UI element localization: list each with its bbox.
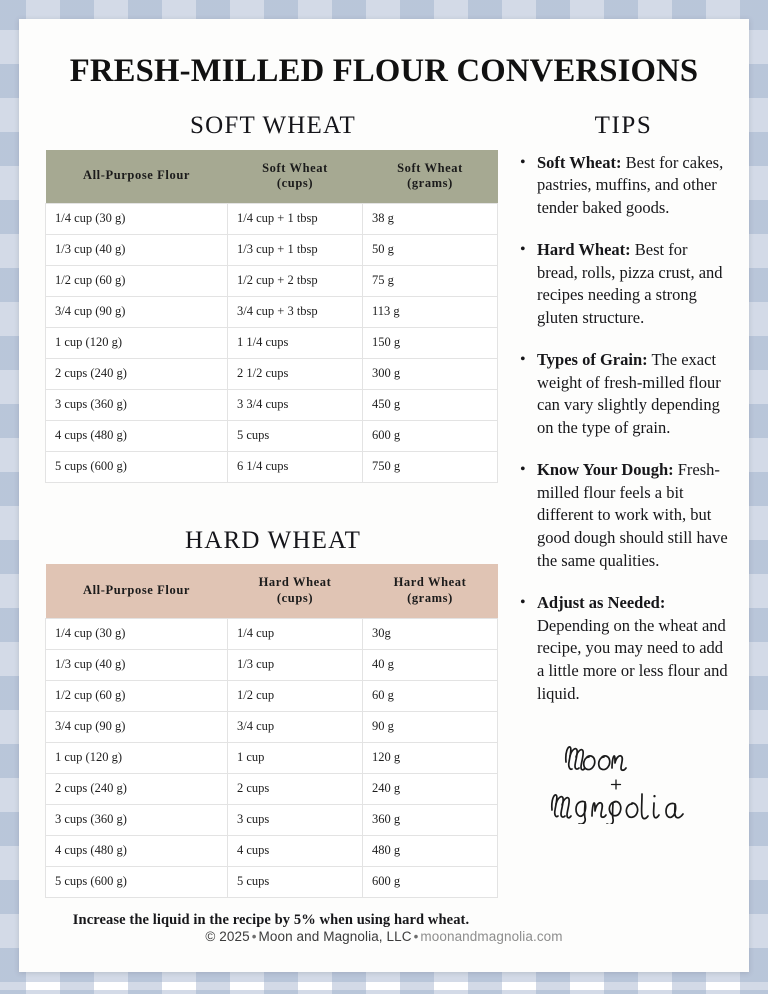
table-row <box>46 742 498 773</box>
footer-separator-1: • <box>251 929 257 944</box>
tip-item <box>519 459 728 573</box>
column-header-hard-cups: Hard Wheat (cups) <box>228 564 363 618</box>
page-title: FRESH-MILLED FLOUR CONVERSIONS <box>69 53 699 89</box>
table-cell-col3: 480 g <box>363 835 498 866</box>
moon-magnolia-script-logo <box>532 732 708 824</box>
column-header-hard-grams: Hard Wheat (grams) <box>363 564 498 618</box>
table-cell-col2: 6 1/4 cups <box>228 451 363 482</box>
tables-column <box>45 112 501 929</box>
table-cell-col2: 2 1/2 cups <box>228 358 363 389</box>
table-row <box>46 203 498 234</box>
table-cell-col1: 1/2 cup (60 g) <box>46 265 228 296</box>
table-row <box>46 327 498 358</box>
column-header-soft-grams: Soft Wheat (grams) <box>363 150 498 204</box>
table-row <box>46 358 498 389</box>
table-cell-col3: 120 g <box>363 742 498 773</box>
tip-item <box>519 349 728 440</box>
table-cell-col3: 360 g <box>363 804 498 835</box>
tips-heading: TIPS <box>594 112 653 139</box>
tip-item <box>519 592 728 706</box>
tip-term: Soft Wheat: <box>537 152 622 172</box>
table-row <box>46 389 498 420</box>
table-row <box>46 618 498 649</box>
table-cell-col2: 5 cups <box>228 420 363 451</box>
table-row <box>46 649 498 680</box>
soft-wheat-table-body <box>46 203 498 482</box>
table-cell-col2: 1/4 cup + 1 tbsp <box>228 203 363 234</box>
table-cell-col1: 1/4 cup (30 g) <box>46 203 228 234</box>
table-cell-col2: 1/3 cup + 1 tbsp <box>228 234 363 265</box>
table-cell-col2: 1/4 cup <box>228 618 363 649</box>
hard-wheat-table <box>45 564 498 897</box>
table-cell-col2: 3 cups <box>228 804 363 835</box>
tip-text: Fresh-milled flour feels a bit different to work with, but good dough should still have the same qualities. <box>537 459 728 570</box>
table-cell-col3: 30g <box>363 618 498 649</box>
table-header-row <box>46 564 498 618</box>
table-cell-col1: 2 cups (240 g) <box>46 773 228 804</box>
table-cell-col3: 600 g <box>363 420 498 451</box>
column-header-ap-flour: All-Purpose Flour <box>46 564 228 618</box>
table-row <box>46 234 498 265</box>
bullet-icon: • <box>520 240 526 258</box>
footer <box>19 929 749 944</box>
tip-term: Types of Grain: <box>537 349 648 369</box>
table-cell-col3: 50 g <box>363 234 498 265</box>
table-cell-col3: 75 g <box>363 265 498 296</box>
table-cell-col1: 3 cups (360 g) <box>46 389 228 420</box>
table-row <box>46 866 498 897</box>
table-cell-col3: 750 g <box>363 451 498 482</box>
soft-wheat-heading: SOFT WHEAT <box>190 112 356 139</box>
bullet-icon: • <box>520 350 526 368</box>
table-cell-col1: 4 cups (480 g) <box>46 420 228 451</box>
table-cell-col2: 2 cups <box>228 773 363 804</box>
table-row <box>46 711 498 742</box>
table-cell-col1: 3/4 cup (90 g) <box>46 296 228 327</box>
printable-card <box>19 19 749 972</box>
tip-item <box>519 239 728 330</box>
tip-term: Know Your Dough: <box>537 459 674 479</box>
table-cell-col3: 600 g <box>363 866 498 897</box>
tip-term: Hard Wheat: <box>537 239 631 259</box>
soft-wheat-section <box>45 112 501 483</box>
table-cell-col3: 38 g <box>363 203 498 234</box>
table-cell-col2: 1/2 cup <box>228 680 363 711</box>
table-row <box>46 680 498 711</box>
footer-copyright: © 2025 <box>205 929 250 944</box>
table-cell-col1: 1 cup (120 g) <box>46 742 228 773</box>
tips-list <box>519 152 728 706</box>
tip-text: Best for bread, rolls, pizza crust, and recipes needing a strong gluten structure. <box>537 239 723 328</box>
tip-text: Depending on the wheat and recipe, you may need to add a little more or less flour and liquid. <box>537 615 728 703</box>
table-cell-col1: 3/4 cup (90 g) <box>46 711 228 742</box>
table-cell-col3: 90 g <box>363 711 498 742</box>
tip-term: Adjust as Needed: <box>537 592 666 612</box>
footer-company: Moon and Magnolia, LLC <box>258 929 412 944</box>
table-cell-col3: 113 g <box>363 296 498 327</box>
brand-logo <box>519 732 728 824</box>
table-cell-col3: 240 g <box>363 773 498 804</box>
table-cell-col1: 1/3 cup (40 g) <box>46 234 228 265</box>
table-row <box>46 420 498 451</box>
column-header-ap-flour: All-Purpose Flour <box>46 150 228 204</box>
table-cell-col1: 5 cups (600 g) <box>46 451 228 482</box>
table-header-row <box>46 150 498 204</box>
tip-text: The exact weight of fresh-milled flour can vary slightly depending on the type of grain. <box>537 349 721 438</box>
table-cell-col3: 450 g <box>363 389 498 420</box>
table-cell-col2: 4 cups <box>228 835 363 866</box>
table-cell-col2: 1 cup <box>228 742 363 773</box>
table-cell-col2: 3/4 cup + 3 tbsp <box>228 296 363 327</box>
table-cell-col3: 300 g <box>363 358 498 389</box>
hard-wheat-table-body <box>46 618 498 897</box>
table-row <box>46 451 498 482</box>
table-cell-col1: 5 cups (600 g) <box>46 866 228 897</box>
table-cell-col1: 1/2 cup (60 g) <box>46 680 228 711</box>
table-cell-col2: 3 3/4 cups <box>228 389 363 420</box>
bullet-icon: • <box>520 153 526 171</box>
soft-wheat-table <box>45 150 498 483</box>
table-row <box>46 296 498 327</box>
footer-website[interactable]: moonandmagnolia.com <box>420 929 563 944</box>
hard-wheat-note: Increase the liquid in the recipe by 5% when using hard wheat. <box>72 911 470 928</box>
tip-item <box>519 152 728 220</box>
hard-wheat-section <box>45 527 501 929</box>
table-cell-col3: 60 g <box>363 680 498 711</box>
table-row <box>46 265 498 296</box>
table-cell-col2: 1/2 cup + 2 tbsp <box>228 265 363 296</box>
table-cell-col1: 4 cups (480 g) <box>46 835 228 866</box>
table-cell-col1: 1/4 cup (30 g) <box>46 618 228 649</box>
content-columns <box>19 112 749 929</box>
table-cell-col1: 1/3 cup (40 g) <box>46 649 228 680</box>
table-cell-col2: 1 1/4 cups <box>228 327 363 358</box>
table-cell-col3: 40 g <box>363 649 498 680</box>
table-row <box>46 835 498 866</box>
table-cell-col2: 1/3 cup <box>228 649 363 680</box>
table-cell-col3: 150 g <box>363 327 498 358</box>
bullet-icon: • <box>520 460 526 478</box>
table-cell-col1: 1 cup (120 g) <box>46 327 228 358</box>
table-row <box>46 804 498 835</box>
tips-column <box>501 112 728 824</box>
table-row <box>46 773 498 804</box>
column-header-soft-cups: Soft Wheat (cups) <box>228 150 363 204</box>
table-cell-col2: 3/4 cup <box>228 711 363 742</box>
table-cell-col1: 2 cups (240 g) <box>46 358 228 389</box>
tip-text: Best for cakes, pastries, muffins, and other tender baked goods. <box>537 152 724 218</box>
bullet-icon: • <box>520 593 526 611</box>
table-cell-col2: 5 cups <box>228 866 363 897</box>
hard-wheat-heading: HARD WHEAT <box>184 526 362 554</box>
footer-separator-2: • <box>413 929 419 944</box>
table-cell-col1: 3 cups (360 g) <box>46 804 228 835</box>
